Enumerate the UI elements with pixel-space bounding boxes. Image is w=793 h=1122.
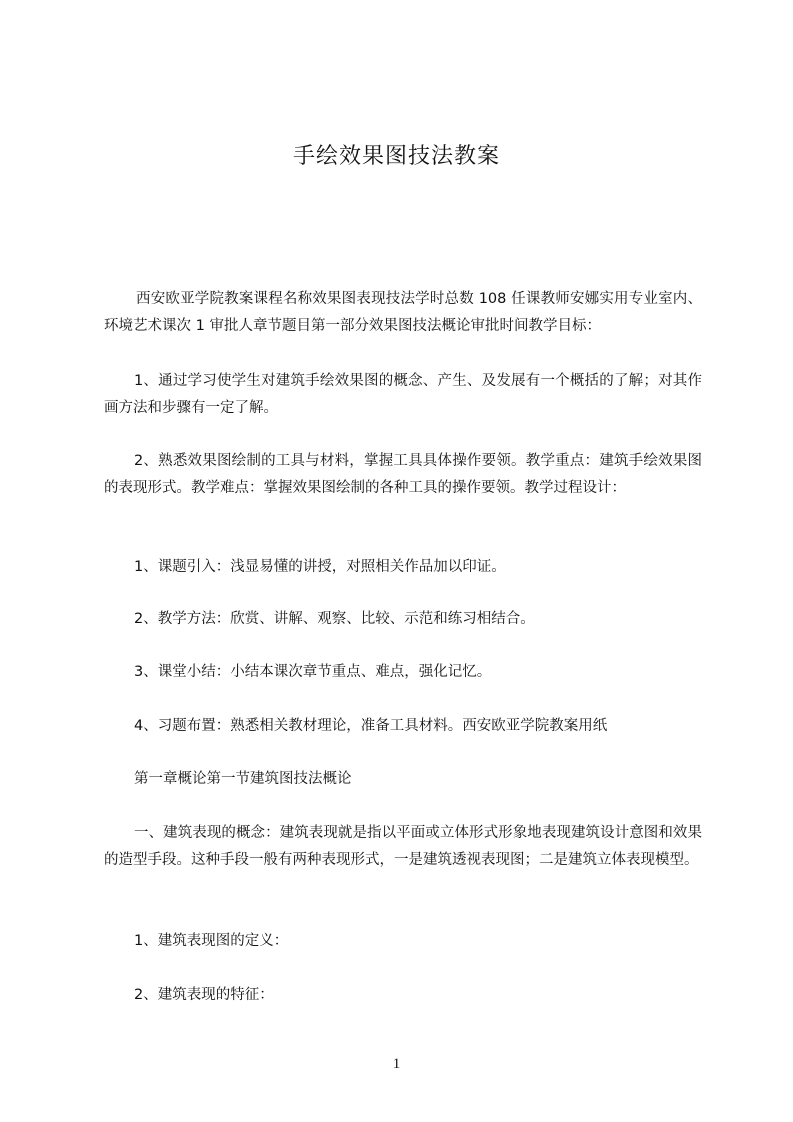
paragraph-process-2: 2、教学方法：欣赏、讲解、观察、比较、示范和练习相结合。 [134, 611, 535, 627]
paragraph-concept: 一、建筑表现的概念：建筑表现就是指以平面或立体形式形象地表现建筑设计意图和效果的造型手段。这种手段一般有两种表现形式，一是建筑透视表现图；二是建筑立体表现模型。 [104, 825, 702, 868]
paragraph-process-1: 1、课题引入：浅显易懂的讲授，对照相关作品加以印证。 [134, 559, 506, 575]
paragraph-features: 2、建筑表现的特征： [134, 987, 274, 1003]
paragraph-process-4: 4、习题布置：熟悉相关教材理论，准备工具材料。西安欧亚学院教案用纸 [134, 718, 608, 734]
paragraph-process-3: 3、课堂小结：小结本课次章节重点、难点，强化记忆。 [134, 664, 492, 680]
chapter-heading: 第一章概论第一节建筑图技法概论 [134, 771, 352, 787]
paragraph-intro: 西安欧亚学院教案课程名称效果图表现技法学时总数 108 任课教师安娜实用专业室内、环境艺术课次 1 审批人章节题目第一部分效果图技法概论审批时间教学目标： [104, 291, 702, 334]
paragraph-definition: 1、建筑表现图的定义： [134, 933, 289, 949]
paragraph-objective-1: 1、通过学习使学生对建筑手绘效果图的概念、产生、及发展有一个概括的了解；对其作画方法和步骤有一定了解。 [104, 373, 702, 416]
document-title: 手绘效果图技法教案 [292, 144, 500, 169]
paragraph-objective-2: 2、熟悉效果图绘制的工具与材料，掌握工具具体操作要领。教学重点：建筑手绘效果图的表现形式。教学难点：掌握效果图绘制的各种工具的操作要领。教学过程设计： [104, 453, 702, 496]
page-number: 1 [392, 1056, 401, 1072]
